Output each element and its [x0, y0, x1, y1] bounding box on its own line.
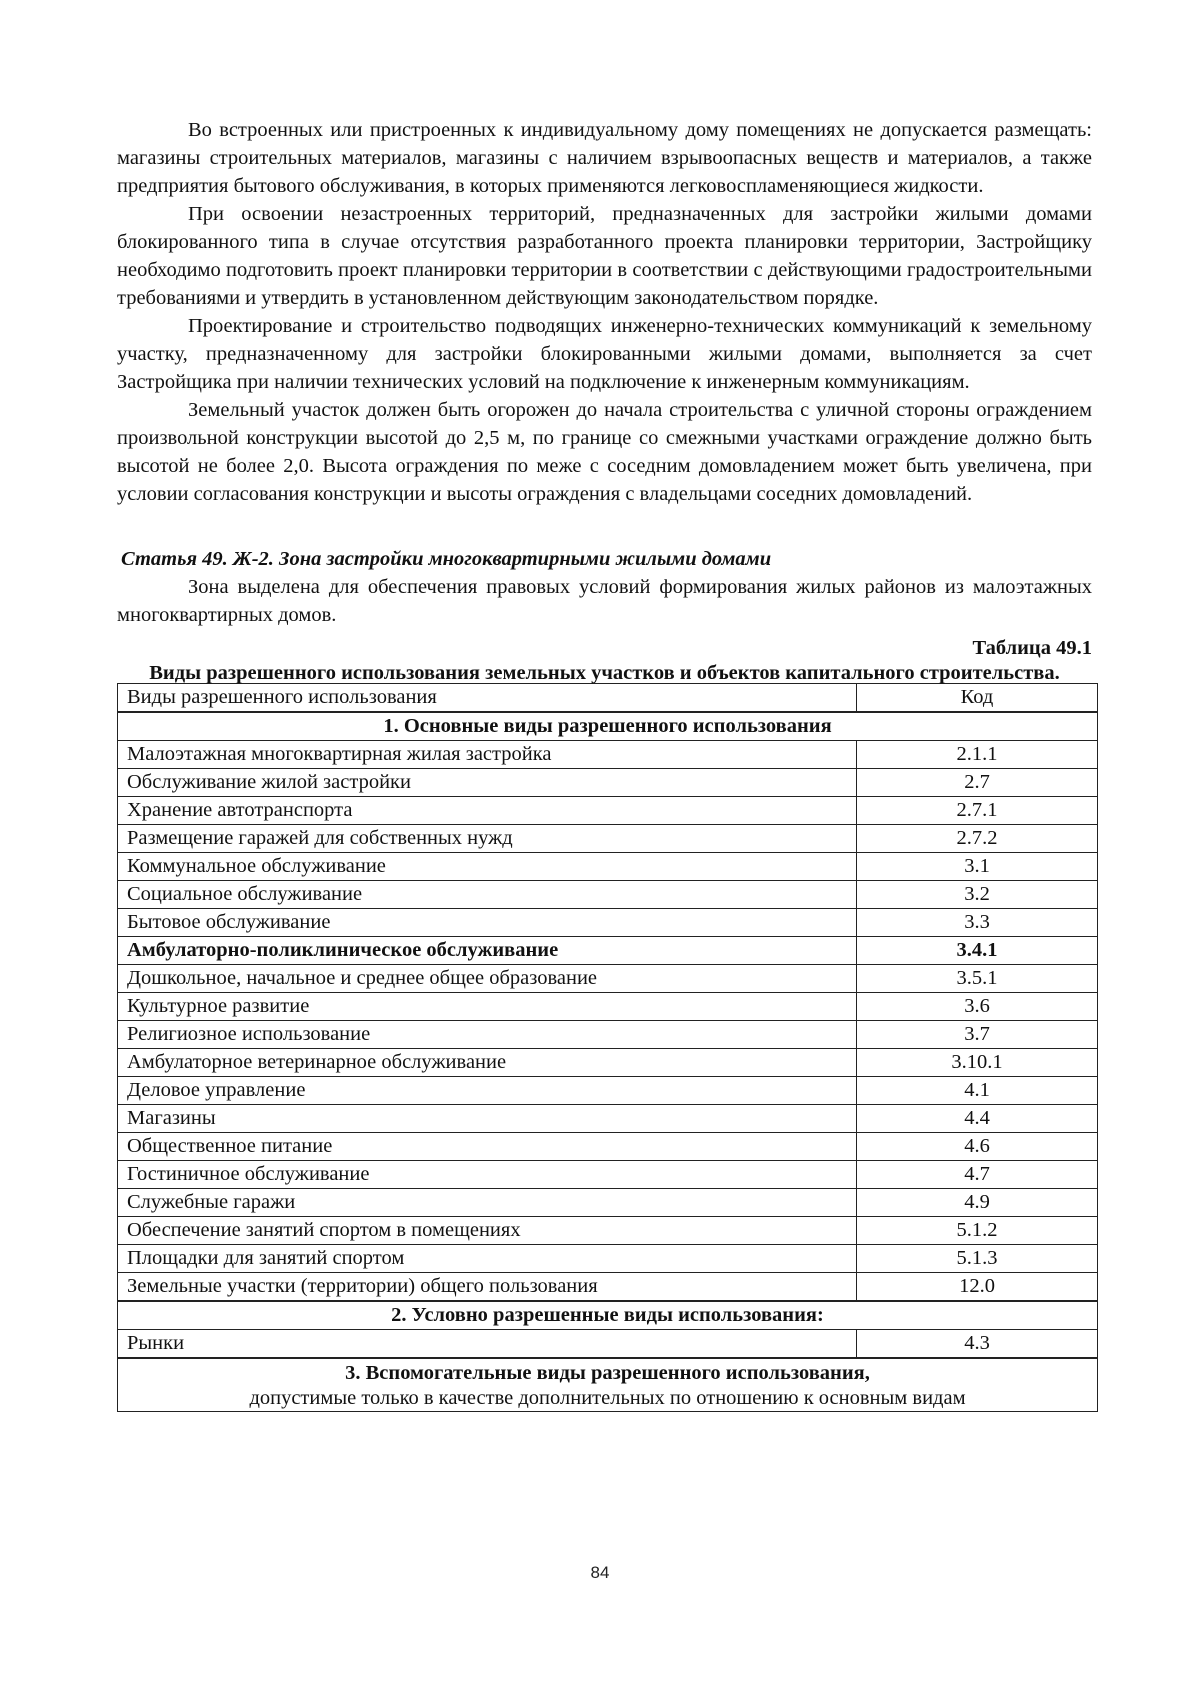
article-intro: Зона выделена для обеспечения правовых условий формирования жилых районов из малоэтажных многоквартирных домов. — [117, 576, 1092, 626]
table-row — [118, 1049, 1098, 1077]
table-row — [118, 1077, 1098, 1105]
table-row — [118, 853, 1098, 881]
paragraph: При освоении незастроенных территорий, предназначенных для застройки жилыми домами блокированного типа в случае отсутствия разработанного проекта планировки территории, Застройщику необходимо подготовить проект планировки территории в соответствии с действующими градостроительными требованиями и утвердить в установленном действующим законодательством порядке. — [117, 203, 1092, 309]
use-type-cell: Хранение автотранспорта — [118, 797, 857, 825]
table-row — [118, 881, 1098, 909]
section-row-conditional — [118, 1301, 1098, 1330]
section-row-main — [118, 712, 1098, 741]
use-type-cell: Амбулаторно-поликлиническое обслуживание — [118, 937, 857, 965]
table-row — [118, 825, 1098, 853]
page-number: 84 — [590, 1563, 610, 1582]
code-cell: 4.3 — [857, 1330, 1098, 1359]
use-type-cell: Культурное развитие — [118, 993, 857, 1021]
header-cell-name: Виды разрешенного использования — [118, 684, 857, 713]
code-cell: 3.1 — [857, 853, 1098, 881]
use-type-cell: Дошкольное, начальное и среднее общее образование — [118, 965, 857, 993]
use-type-cell: Гостиничное обслуживание — [118, 1161, 857, 1189]
code-cell: 4.1 — [857, 1077, 1098, 1105]
table-row — [118, 909, 1098, 937]
section-title: 2. Условно разрешенные виды использования: — [118, 1301, 1098, 1330]
use-type-cell: Малоэтажная многоквартирная жилая застройка — [118, 741, 857, 769]
use-type-cell: Религиозное использование — [118, 1021, 857, 1049]
use-type-cell: Бытовое обслуживание — [118, 909, 857, 937]
code-cell: 3.6 — [857, 993, 1098, 1021]
use-type-cell: Деловое управление — [118, 1077, 857, 1105]
table-row — [118, 1217, 1098, 1245]
table-row — [118, 741, 1098, 769]
table-row — [118, 993, 1098, 1021]
code-cell: 2.7 — [857, 769, 1098, 797]
table-row — [118, 1021, 1098, 1049]
table-row — [118, 1161, 1098, 1189]
code-cell: 5.1.2 — [857, 1217, 1098, 1245]
table-title: Виды разрешенного использования земельных участков и объектов капитального строительства. — [149, 662, 1060, 684]
section-row-auxiliary — [118, 1358, 1098, 1412]
paragraph: Во встроенных или пристроенных к индивидуальному дому помещениях не допускается размещать: магазины строительных материалов, магазины с наличием взрывоопасных веществ и материалов, а также предприятия бытового обслуживания, в которых применяются легковоспламеняющиеся жидкости. — [117, 119, 1092, 197]
land-use-table — [117, 683, 1098, 1412]
article-heading: Статья 49. Ж-2. Зона застройки многоквартирными жилыми домами — [121, 548, 772, 570]
code-cell: 3.7 — [857, 1021, 1098, 1049]
code-cell: 3.5.1 — [857, 965, 1098, 993]
table-row — [118, 1133, 1098, 1161]
section-cell — [118, 1358, 1098, 1412]
use-type-cell: Общественное питание — [118, 1133, 857, 1161]
table-row — [118, 1189, 1098, 1217]
document-page — [117, 116, 1092, 1412]
use-type-cell: Магазины — [118, 1105, 857, 1133]
header-cell-code: Код — [857, 684, 1098, 713]
use-type-cell: Социальное обслуживание — [118, 881, 857, 909]
use-type-cell: Площадки для занятий спортом — [118, 1245, 857, 1273]
use-type-cell: Коммунальное обслуживание — [118, 853, 857, 881]
table-row — [118, 965, 1098, 993]
table-row — [118, 937, 1098, 965]
use-type-cell: Служебные гаражи — [118, 1189, 857, 1217]
code-cell: 5.1.3 — [857, 1245, 1098, 1273]
code-cell: 4.9 — [857, 1189, 1098, 1217]
code-cell: 4.4 — [857, 1105, 1098, 1133]
code-cell: 2.1.1 — [857, 741, 1098, 769]
table-number: Таблица 49.1 — [972, 637, 1092, 659]
use-type-cell: Обеспечение занятий спортом в помещениях — [118, 1217, 857, 1245]
use-type-cell: Амбулаторное ветеринарное обслуживание — [118, 1049, 857, 1077]
table-header-row — [118, 684, 1098, 713]
table-row — [118, 1245, 1098, 1273]
table-row — [118, 1273, 1098, 1302]
paragraph: Земельный участок должен быть огорожен до начала строительства с уличной стороны ограждением произвольной конструкции высотой до 2,5 м, по границе со смежными участками ограждение должно быть высотой не более 2,0. Высота ограждения по меже с соседним домовладением может быть увеличена, при условии согласования конструкции и высоты ограждения с владельцами соседних домовладений. — [117, 399, 1092, 505]
use-type-cell: Земельные участки (территории) общего пользования — [118, 1273, 857, 1302]
code-cell: 3.4.1 — [857, 937, 1098, 965]
section-title: 3. Вспомогательные виды разрешенного использования, — [345, 1362, 870, 1384]
code-cell: 3.2 — [857, 881, 1098, 909]
paragraph: Проектирование и строительство подводящих инженерно-технических коммуникаций к земельному участку, предназначенному для застройки блокированными жилыми домами, выполняется за счет Застройщика при наличии технических условий на подключение к инженерным коммуникациям. — [117, 315, 1092, 393]
code-cell: 4.7 — [857, 1161, 1098, 1189]
code-cell: 3.10.1 — [857, 1049, 1098, 1077]
table-row — [118, 769, 1098, 797]
use-type-cell: Размещение гаражей для собственных нужд — [118, 825, 857, 853]
code-cell: 2.7.1 — [857, 797, 1098, 825]
section-title: 1. Основные виды разрешенного использования — [118, 712, 1098, 741]
section-subtitle: допустимые только в качестве дополнительных по отношению к основным видам — [249, 1387, 966, 1409]
table-row — [118, 1105, 1098, 1133]
code-cell: 3.3 — [857, 909, 1098, 937]
use-type-cell: Рынки — [118, 1330, 857, 1359]
table-row — [118, 1330, 1098, 1359]
use-type-cell: Обслуживание жилой застройки — [118, 769, 857, 797]
code-cell: 4.6 — [857, 1133, 1098, 1161]
code-cell: 2.7.2 — [857, 825, 1098, 853]
table-row — [118, 797, 1098, 825]
code-cell: 12.0 — [857, 1273, 1098, 1302]
